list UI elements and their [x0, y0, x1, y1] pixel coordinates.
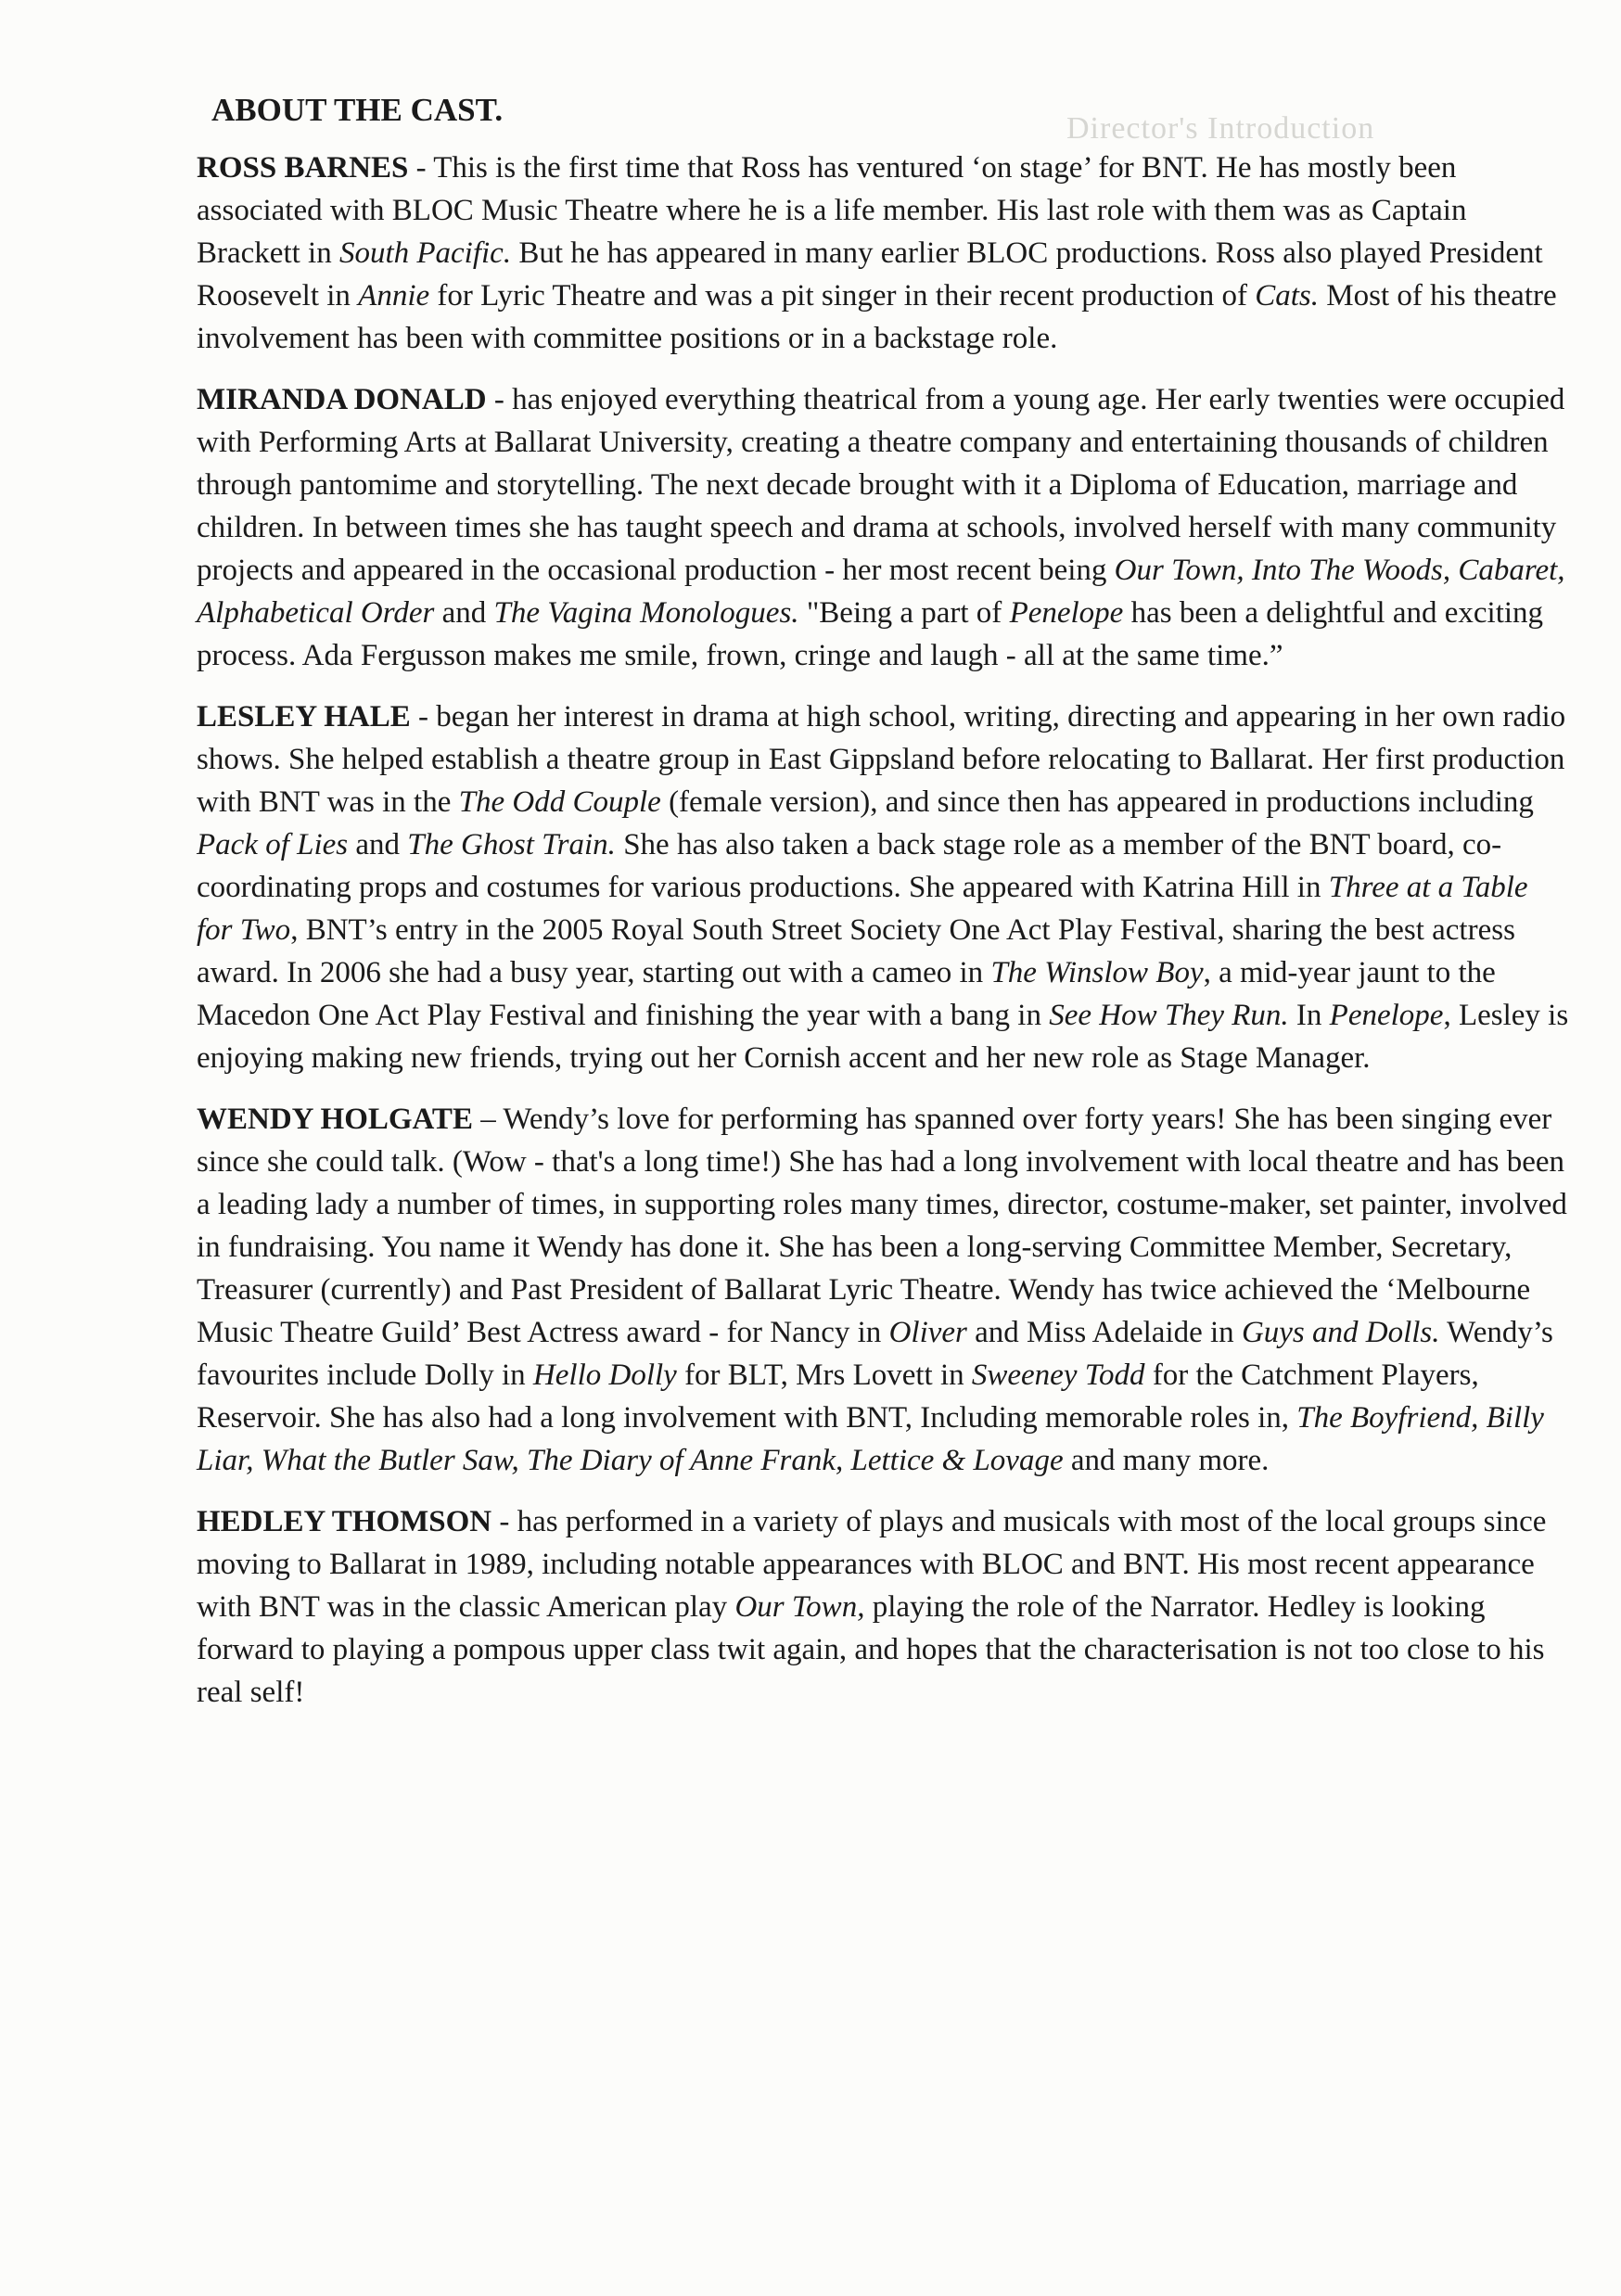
- bio-text: - has performed in a variety of plays and musicals with most of the local groups since moving to Ballarat in 1989, including notable appearances with BLOC and BNT. His most recent appearance with BNT was in the classic American play: [197, 1505, 1547, 1624]
- bio-text: "Being a part of: [798, 596, 1010, 630]
- bio-text: for Lyric Theatre and was a pit singer in their recent production of: [429, 279, 1256, 313]
- bio-text: - This is the first time that Ross has ventured ‘on stage’ for BNT. He has mostly been associated with BLOC Music Theatre where he is a life member. His last role with them was as Captain Brackett in: [197, 151, 1467, 270]
- production-title: The Odd Couple: [458, 785, 661, 819]
- bio-text: has been a delightful and exciting process. Ada Fergusson makes me smile, frown, cringe and laugh - all at the same time.”: [197, 596, 1544, 672]
- production-title: Three at a Table for Two: [197, 871, 1528, 947]
- bio-text: , Lesley is enjoying making new friends, trying out her Cornish accent and her new role as Stage Manager.: [197, 999, 1569, 1075]
- bio-text: playing the role of the Narrator. Hedley is looking forward to playing a pompous upper class twit again, and hopes that the characterisation is not too close to his real self!: [197, 1590, 1545, 1709]
- bio-text: – Wendy’s love for performing has spanned over forty years! She has been singing ever since she could talk. (Wow - that's a long time!) She has had a long involvement with local theatre and has been a leading lady a number of times, in supporting roles many times, director, costume-maker, set painter, involved in fundraising. You name it Wendy has done it. She has been a long-serving Committee Member, Secretary, Treasurer (currently) and Past President of Ballarat Lyric Theatre. Wendy has twice achieved the ‘Melbourne Music Theatre Guild’ Best Actress award - for Nancy in: [197, 1103, 1567, 1349]
- bio-text: for BLT, Mrs Lovett in: [676, 1358, 972, 1392]
- bio-text: - began her interest in drama at high school, writing, directing and appearing in her own radio shows. She helped establish a theatre group in East Gippsland before relocating to Ballarat. Her first production with BNT was in the: [197, 700, 1566, 819]
- production-title: Penelope: [1329, 999, 1444, 1032]
- cast-bio-paragraph: [197, 1500, 1569, 1714]
- bio-text: , a mid-year jaunt to the Macedon One Act Play Festival and finishing the year with a bang in: [197, 956, 1496, 1032]
- production-title: Cats.: [1255, 279, 1320, 313]
- production-title: The Ghost Train.: [407, 828, 616, 861]
- bleed-through-text: Director's Introduction: [1066, 111, 1375, 146]
- cast-section: [197, 89, 1569, 1732]
- bio-text: , BNT’s entry in the 2005 Royal South Street Society One Act Play Festival, sharing the best actress award. In 2006 she had a busy year, starting out with a cameo in: [197, 913, 1515, 989]
- production-title: Penelope: [1009, 596, 1124, 630]
- production-title: Sweeney Todd: [971, 1358, 1145, 1392]
- bio-text: (female version), and since then has appeared in productions including: [660, 785, 1534, 819]
- bio-text: for the Catchment Players, Reservoir. She has also had a long involvement with BNT, Including memorable roles in,: [197, 1358, 1479, 1435]
- bio-text: Wendy’s favourites include Dolly in: [197, 1316, 1553, 1392]
- bio-text: and: [434, 596, 494, 630]
- bio-text: and: [348, 828, 408, 861]
- cast-bios: [197, 147, 1569, 1714]
- production-title: The Vagina Monologues.: [493, 596, 799, 630]
- cast-bio-paragraph: [197, 695, 1569, 1079]
- bio-text: and many more.: [1063, 1444, 1270, 1477]
- production-title: The Boyfriend, Billy Liar, What the Butler Saw, The Diary of Anne Frank, Lettice & Lovage: [197, 1401, 1544, 1477]
- bio-text: She has also taken a back stage role as a member of the BNT board, co-coordinating props and costumes for various productions. She appeared with Katrina Hill in: [197, 828, 1502, 904]
- bio-text: - has enjoyed everything theatrical from a young age. Her early twenties were occupied with Performing Arts at Ballarat University, creating a theatre company and entertaining thousands of children through pantomime and storytelling. The next decade brought with it a Diploma of Education, marriage and children. In between times she has taught speech and drama at schools, involved herself with many community projects and appeared in the occasional production - her most recent being: [197, 383, 1565, 587]
- cast-bio-paragraph: [197, 1098, 1569, 1482]
- section-heading: ABOUT THE CAST.: [211, 92, 504, 128]
- production-title: Hello Dolly: [532, 1358, 677, 1392]
- production-title: South Pacific.: [338, 236, 512, 270]
- production-title: Oliver: [888, 1316, 967, 1349]
- bio-text: and Miss Adelaide in: [966, 1316, 1242, 1349]
- production-title: Our Town, Into The Woods, Cabaret, Alphabetical Order: [197, 554, 1565, 630]
- cast-member-name: WENDY HOLGATE: [197, 1103, 473, 1136]
- cast-bio-paragraph: [197, 147, 1569, 360]
- cast-member-name: ROSS BARNES: [197, 151, 409, 185]
- production-title: Pack of Lies: [197, 828, 349, 861]
- bio-text: In: [1288, 999, 1330, 1032]
- production-title: Annie: [358, 279, 430, 313]
- production-title: Our Town,: [734, 1590, 865, 1624]
- cast-member-name: MIRANDA DONALD: [197, 383, 487, 416]
- cast-member-name: HEDLEY THOMSON: [197, 1505, 492, 1538]
- bio-text: But he has appeared in many earlier BLOC productions. Ross also played President Roosevelt in: [197, 236, 1543, 313]
- cast-bio-paragraph: [197, 378, 1569, 677]
- bio-text: Most of his theatre involvement has been with committee positions or in a backstage role.: [197, 279, 1557, 355]
- production-title: See How They Run.: [1049, 999, 1289, 1032]
- production-title: The Winslow Boy: [990, 956, 1204, 989]
- production-title: Guys and Dolls.: [1241, 1316, 1440, 1349]
- cast-member-name: LESLEY HALE: [197, 700, 411, 733]
